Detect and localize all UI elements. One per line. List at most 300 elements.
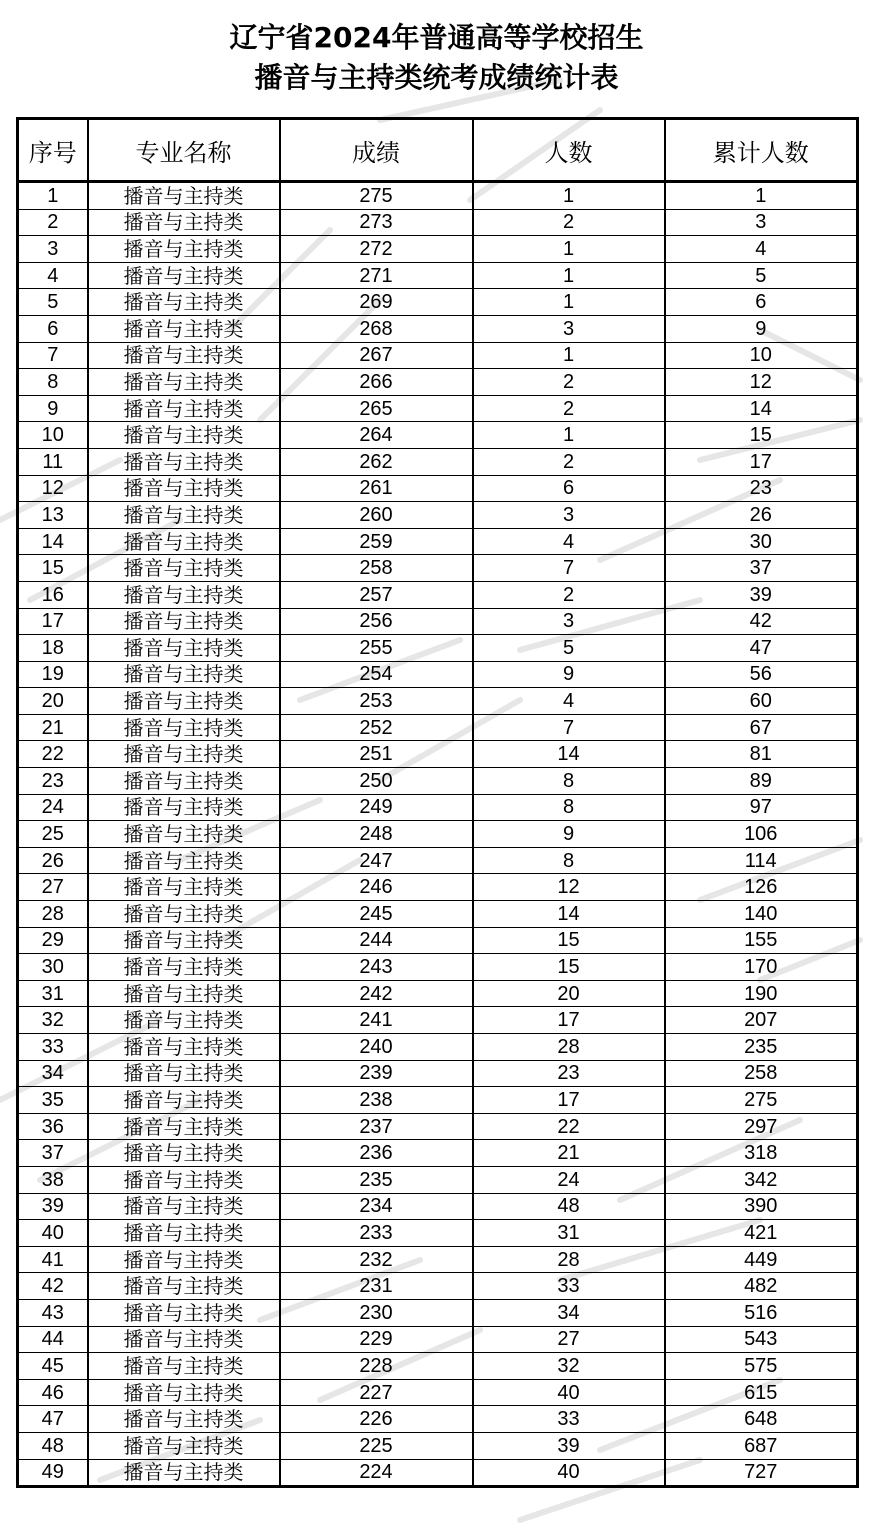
cell-major: 播音与主持类 (88, 1193, 280, 1220)
cell-cumulative: 126 (665, 874, 858, 901)
cell-major: 播音与主持类 (88, 954, 280, 981)
cell-major: 播音与主持类 (88, 1246, 280, 1273)
cell-score: 264 (280, 422, 473, 449)
cell-seq: 16 (18, 581, 88, 608)
cell-cumulative: 23 (665, 475, 858, 502)
cell-major: 播音与主持类 (88, 182, 280, 210)
cell-seq: 10 (18, 422, 88, 449)
cell-score: 248 (280, 821, 473, 848)
cell-score: 260 (280, 502, 473, 529)
cell-seq: 5 (18, 289, 88, 316)
header-cumulative: 累计人数 (665, 119, 858, 182)
cell-major: 播音与主持类 (88, 821, 280, 848)
cell-count: 4 (473, 528, 665, 555)
cell-count: 14 (473, 901, 665, 928)
table-row (18, 315, 858, 342)
cell-seq: 4 (18, 262, 88, 289)
header-score: 成绩 (280, 119, 473, 182)
cell-seq: 30 (18, 954, 88, 981)
table-row (18, 980, 858, 1007)
cell-seq: 31 (18, 980, 88, 1007)
cell-major: 播音与主持类 (88, 262, 280, 289)
table-row (18, 1432, 858, 1459)
table-row (18, 422, 858, 449)
cell-count: 2 (473, 209, 665, 236)
cell-score: 229 (280, 1326, 473, 1353)
cell-cumulative: 190 (665, 980, 858, 1007)
cell-seq: 26 (18, 847, 88, 874)
table-row (18, 555, 858, 582)
cell-major: 播音与主持类 (88, 741, 280, 768)
cell-count: 3 (473, 608, 665, 635)
cell-major: 播音与主持类 (88, 1166, 280, 1193)
cell-major: 播音与主持类 (88, 608, 280, 635)
cell-count: 17 (473, 1087, 665, 1114)
cell-score: 252 (280, 714, 473, 741)
cell-count: 4 (473, 688, 665, 715)
cell-score: 224 (280, 1459, 473, 1487)
cell-cumulative: 140 (665, 901, 858, 928)
cell-cumulative: 37 (665, 555, 858, 582)
cell-count: 9 (473, 821, 665, 848)
cell-cumulative: 258 (665, 1060, 858, 1087)
cell-count: 1 (473, 236, 665, 263)
cell-count: 9 (473, 661, 665, 688)
cell-score: 247 (280, 847, 473, 874)
cell-seq: 25 (18, 821, 88, 848)
cell-seq: 11 (18, 448, 88, 475)
cell-cumulative: 727 (665, 1459, 858, 1487)
cell-major: 播音与主持类 (88, 714, 280, 741)
cell-count: 17 (473, 1007, 665, 1034)
cell-count: 21 (473, 1140, 665, 1167)
cell-cumulative: 14 (665, 395, 858, 422)
table-row (18, 1113, 858, 1140)
document-title-line1: 辽宁省2024年普通高等学校招生 (229, 21, 644, 54)
table-row (18, 448, 858, 475)
cell-major: 播音与主持类 (88, 315, 280, 342)
cell-seq: 41 (18, 1246, 88, 1273)
cell-count: 1 (473, 262, 665, 289)
cell-score: 234 (280, 1193, 473, 1220)
cell-count: 28 (473, 1246, 665, 1273)
table-row (18, 927, 858, 954)
cell-cumulative: 207 (665, 1007, 858, 1034)
cell-seq: 44 (18, 1326, 88, 1353)
cell-count: 1 (473, 342, 665, 369)
table-row (18, 847, 858, 874)
cell-cumulative: 60 (665, 688, 858, 715)
table-row (18, 1034, 858, 1061)
cell-score: 254 (280, 661, 473, 688)
cell-seq: 27 (18, 874, 88, 901)
table-row (18, 1087, 858, 1114)
table-row (18, 688, 858, 715)
table-row (18, 395, 858, 422)
cell-major: 播音与主持类 (88, 1432, 280, 1459)
cell-score: 236 (280, 1140, 473, 1167)
cell-seq: 19 (18, 661, 88, 688)
cell-score: 262 (280, 448, 473, 475)
cell-score: 246 (280, 874, 473, 901)
cell-score: 256 (280, 608, 473, 635)
table-row (18, 1353, 858, 1380)
cell-seq: 2 (18, 209, 88, 236)
cell-cumulative: 6 (665, 289, 858, 316)
cell-seq: 14 (18, 528, 88, 555)
cell-count: 8 (473, 847, 665, 874)
cell-count: 2 (473, 581, 665, 608)
cell-major: 播音与主持类 (88, 1007, 280, 1034)
cell-count: 31 (473, 1220, 665, 1247)
cell-score: 239 (280, 1060, 473, 1087)
cell-cumulative: 342 (665, 1166, 858, 1193)
cell-count: 40 (473, 1379, 665, 1406)
cell-count: 28 (473, 1034, 665, 1061)
cell-count: 34 (473, 1299, 665, 1326)
header-count: 人数 (473, 119, 665, 182)
cell-count: 32 (473, 1353, 665, 1380)
cell-score: 226 (280, 1406, 473, 1433)
cell-seq: 6 (18, 315, 88, 342)
cell-count: 24 (473, 1166, 665, 1193)
table-row (18, 821, 858, 848)
cell-major: 播音与主持类 (88, 528, 280, 555)
table-row (18, 1193, 858, 1220)
cell-score: 250 (280, 768, 473, 795)
table-row (18, 502, 858, 529)
cell-cumulative: 26 (665, 502, 858, 529)
cell-cumulative: 39 (665, 581, 858, 608)
cell-cumulative: 155 (665, 927, 858, 954)
cell-seq: 9 (18, 395, 88, 422)
cell-seq: 8 (18, 369, 88, 396)
cell-cumulative: 47 (665, 635, 858, 662)
cell-score: 273 (280, 209, 473, 236)
cell-cumulative: 9 (665, 315, 858, 342)
cell-major: 播音与主持类 (88, 369, 280, 396)
cell-cumulative: 275 (665, 1087, 858, 1114)
cell-score: 257 (280, 581, 473, 608)
cell-score: 244 (280, 927, 473, 954)
cell-cumulative: 10 (665, 342, 858, 369)
cell-cumulative: 421 (665, 1220, 858, 1247)
cell-major: 播音与主持类 (88, 1220, 280, 1247)
cell-count: 22 (473, 1113, 665, 1140)
cell-major: 播音与主持类 (88, 209, 280, 236)
cell-major: 播音与主持类 (88, 1299, 280, 1326)
cell-seq: 34 (18, 1060, 88, 1087)
table-row (18, 1166, 858, 1193)
cell-count: 2 (473, 395, 665, 422)
table-row (18, 1060, 858, 1087)
cell-seq: 45 (18, 1353, 88, 1380)
table-row (18, 1406, 858, 1433)
cell-seq: 3 (18, 236, 88, 263)
cell-seq: 1 (18, 182, 88, 210)
table-row (18, 182, 858, 210)
cell-seq: 33 (18, 1034, 88, 1061)
cell-cumulative: 1 (665, 182, 858, 210)
cell-score: 255 (280, 635, 473, 662)
table-row (18, 794, 858, 821)
cell-major: 播音与主持类 (88, 901, 280, 928)
cell-count: 39 (473, 1432, 665, 1459)
cell-cumulative: 12 (665, 369, 858, 396)
table-row (18, 475, 858, 502)
cell-cumulative: 235 (665, 1034, 858, 1061)
cell-score: 253 (280, 688, 473, 715)
cell-cumulative: 170 (665, 954, 858, 981)
cell-cumulative: 516 (665, 1299, 858, 1326)
cell-seq: 7 (18, 342, 88, 369)
cell-count: 5 (473, 635, 665, 662)
cell-score: 240 (280, 1034, 473, 1061)
cell-score: 227 (280, 1379, 473, 1406)
table-row (18, 1379, 858, 1406)
cell-score: 251 (280, 741, 473, 768)
cell-cumulative: 15 (665, 422, 858, 449)
table-row (18, 342, 858, 369)
cell-score: 233 (280, 1220, 473, 1247)
cell-seq: 24 (18, 794, 88, 821)
cell-seq: 22 (18, 741, 88, 768)
table-row (18, 768, 858, 795)
cell-major: 播音与主持类 (88, 422, 280, 449)
cell-cumulative: 3 (665, 209, 858, 236)
cell-score: 268 (280, 315, 473, 342)
cell-major: 播音与主持类 (88, 1459, 280, 1487)
cell-score: 243 (280, 954, 473, 981)
table-row (18, 1459, 858, 1487)
table-row (18, 901, 858, 928)
cell-score: 261 (280, 475, 473, 502)
cell-major: 播音与主持类 (88, 289, 280, 316)
cell-count: 1 (473, 422, 665, 449)
table-row (18, 369, 858, 396)
cell-seq: 13 (18, 502, 88, 529)
cell-major: 播音与主持类 (88, 768, 280, 795)
cell-count: 40 (473, 1459, 665, 1487)
cell-seq: 23 (18, 768, 88, 795)
table-row (18, 661, 858, 688)
score-statistics-table (16, 117, 859, 1488)
cell-count: 7 (473, 555, 665, 582)
cell-major: 播音与主持类 (88, 874, 280, 901)
cell-major: 播音与主持类 (88, 1353, 280, 1380)
cell-score: 249 (280, 794, 473, 821)
cell-count: 6 (473, 475, 665, 502)
cell-cumulative: 17 (665, 448, 858, 475)
cell-major: 播音与主持类 (88, 502, 280, 529)
cell-major: 播音与主持类 (88, 236, 280, 263)
cell-score: 269 (280, 289, 473, 316)
cell-count: 33 (473, 1273, 665, 1300)
table-header-row (18, 119, 858, 182)
cell-score: 235 (280, 1166, 473, 1193)
table-row (18, 289, 858, 316)
cell-major: 播音与主持类 (88, 395, 280, 422)
cell-major: 播音与主持类 (88, 475, 280, 502)
cell-seq: 35 (18, 1087, 88, 1114)
cell-seq: 42 (18, 1273, 88, 1300)
cell-seq: 39 (18, 1193, 88, 1220)
table-row (18, 1220, 858, 1247)
cell-cumulative: 89 (665, 768, 858, 795)
cell-major: 播音与主持类 (88, 1379, 280, 1406)
cell-score: 266 (280, 369, 473, 396)
cell-major: 播音与主持类 (88, 448, 280, 475)
table-row (18, 1299, 858, 1326)
cell-major: 播音与主持类 (88, 555, 280, 582)
cell-score: 271 (280, 262, 473, 289)
table-row (18, 874, 858, 901)
cell-cumulative: 4 (665, 236, 858, 263)
cell-count: 2 (473, 448, 665, 475)
cell-seq: 12 (18, 475, 88, 502)
cell-major: 播音与主持类 (88, 661, 280, 688)
cell-seq: 20 (18, 688, 88, 715)
cell-score: 259 (280, 528, 473, 555)
cell-major: 播音与主持类 (88, 635, 280, 662)
cell-seq: 38 (18, 1166, 88, 1193)
cell-cumulative: 42 (665, 608, 858, 635)
cell-count: 7 (473, 714, 665, 741)
table-row (18, 209, 858, 236)
cell-cumulative: 114 (665, 847, 858, 874)
cell-cumulative: 318 (665, 1140, 858, 1167)
cell-major: 播音与主持类 (88, 342, 280, 369)
table-row (18, 528, 858, 555)
cell-seq: 49 (18, 1459, 88, 1487)
cell-cumulative: 97 (665, 794, 858, 821)
cell-cumulative: 543 (665, 1326, 858, 1353)
cell-major: 播音与主持类 (88, 1060, 280, 1087)
table-row (18, 1246, 858, 1273)
table-row (18, 236, 858, 263)
cell-score: 275 (280, 182, 473, 210)
table-row (18, 635, 858, 662)
cell-count: 1 (473, 289, 665, 316)
cell-cumulative: 482 (665, 1273, 858, 1300)
cell-major: 播音与主持类 (88, 688, 280, 715)
table-body (18, 182, 858, 1487)
cell-major: 播音与主持类 (88, 1140, 280, 1167)
cell-cumulative: 687 (665, 1432, 858, 1459)
cell-cumulative: 648 (665, 1406, 858, 1433)
table-row (18, 1007, 858, 1034)
cell-score: 232 (280, 1246, 473, 1273)
cell-score: 242 (280, 980, 473, 1007)
cell-seq: 29 (18, 927, 88, 954)
cell-count: 15 (473, 954, 665, 981)
table-row (18, 1326, 858, 1353)
cell-cumulative: 30 (665, 528, 858, 555)
cell-cumulative: 106 (665, 821, 858, 848)
cell-seq: 32 (18, 1007, 88, 1034)
table-row (18, 741, 858, 768)
cell-count: 8 (473, 794, 665, 821)
cell-major: 播音与主持类 (88, 980, 280, 1007)
cell-seq: 46 (18, 1379, 88, 1406)
cell-cumulative: 449 (665, 1246, 858, 1273)
header-major: 专业名称 (88, 119, 280, 182)
cell-seq: 28 (18, 901, 88, 928)
cell-cumulative: 56 (665, 661, 858, 688)
cell-seq: 37 (18, 1140, 88, 1167)
cell-seq: 17 (18, 608, 88, 635)
cell-seq: 47 (18, 1406, 88, 1433)
table-row (18, 954, 858, 981)
table-row (18, 1273, 858, 1300)
cell-seq: 48 (18, 1432, 88, 1459)
cell-count: 23 (473, 1060, 665, 1087)
cell-count: 1 (473, 182, 665, 210)
header-seq: 序号 (18, 119, 88, 182)
cell-score: 225 (280, 1432, 473, 1459)
cell-score: 265 (280, 395, 473, 422)
cell-cumulative: 297 (665, 1113, 858, 1140)
cell-count: 15 (473, 927, 665, 954)
cell-major: 播音与主持类 (88, 1326, 280, 1353)
cell-seq: 36 (18, 1113, 88, 1140)
cell-seq: 15 (18, 555, 88, 582)
cell-count: 20 (473, 980, 665, 1007)
cell-count: 3 (473, 502, 665, 529)
cell-count: 8 (473, 768, 665, 795)
cell-major: 播音与主持类 (88, 1273, 280, 1300)
cell-cumulative: 5 (665, 262, 858, 289)
cell-cumulative: 67 (665, 714, 858, 741)
table-row (18, 262, 858, 289)
cell-major: 播音与主持类 (88, 1034, 280, 1061)
cell-seq: 18 (18, 635, 88, 662)
cell-score: 238 (280, 1087, 473, 1114)
cell-seq: 43 (18, 1299, 88, 1326)
cell-score: 231 (280, 1273, 473, 1300)
cell-seq: 40 (18, 1220, 88, 1247)
cell-cumulative: 615 (665, 1379, 858, 1406)
cell-seq: 21 (18, 714, 88, 741)
cell-cumulative: 575 (665, 1353, 858, 1380)
cell-score: 258 (280, 555, 473, 582)
cell-score: 237 (280, 1113, 473, 1140)
table-row (18, 714, 858, 741)
document-title-line2: 播音与主持类统考成绩统计表 (254, 61, 619, 94)
cell-count: 12 (473, 874, 665, 901)
cell-score: 228 (280, 1353, 473, 1380)
cell-count: 2 (473, 369, 665, 396)
cell-count: 27 (473, 1326, 665, 1353)
cell-score: 245 (280, 901, 473, 928)
cell-cumulative: 81 (665, 741, 858, 768)
cell-major: 播音与主持类 (88, 794, 280, 821)
table-row (18, 1140, 858, 1167)
cell-score: 272 (280, 236, 473, 263)
cell-count: 14 (473, 741, 665, 768)
cell-count: 33 (473, 1406, 665, 1433)
cell-major: 播音与主持类 (88, 927, 280, 954)
cell-score: 230 (280, 1299, 473, 1326)
table-row (18, 608, 858, 635)
cell-major: 播音与主持类 (88, 1113, 280, 1140)
table-row (18, 581, 858, 608)
cell-cumulative: 390 (665, 1193, 858, 1220)
cell-major: 播音与主持类 (88, 1406, 280, 1433)
cell-major: 播音与主持类 (88, 1087, 280, 1114)
cell-major: 播音与主持类 (88, 847, 280, 874)
cell-score: 241 (280, 1007, 473, 1034)
